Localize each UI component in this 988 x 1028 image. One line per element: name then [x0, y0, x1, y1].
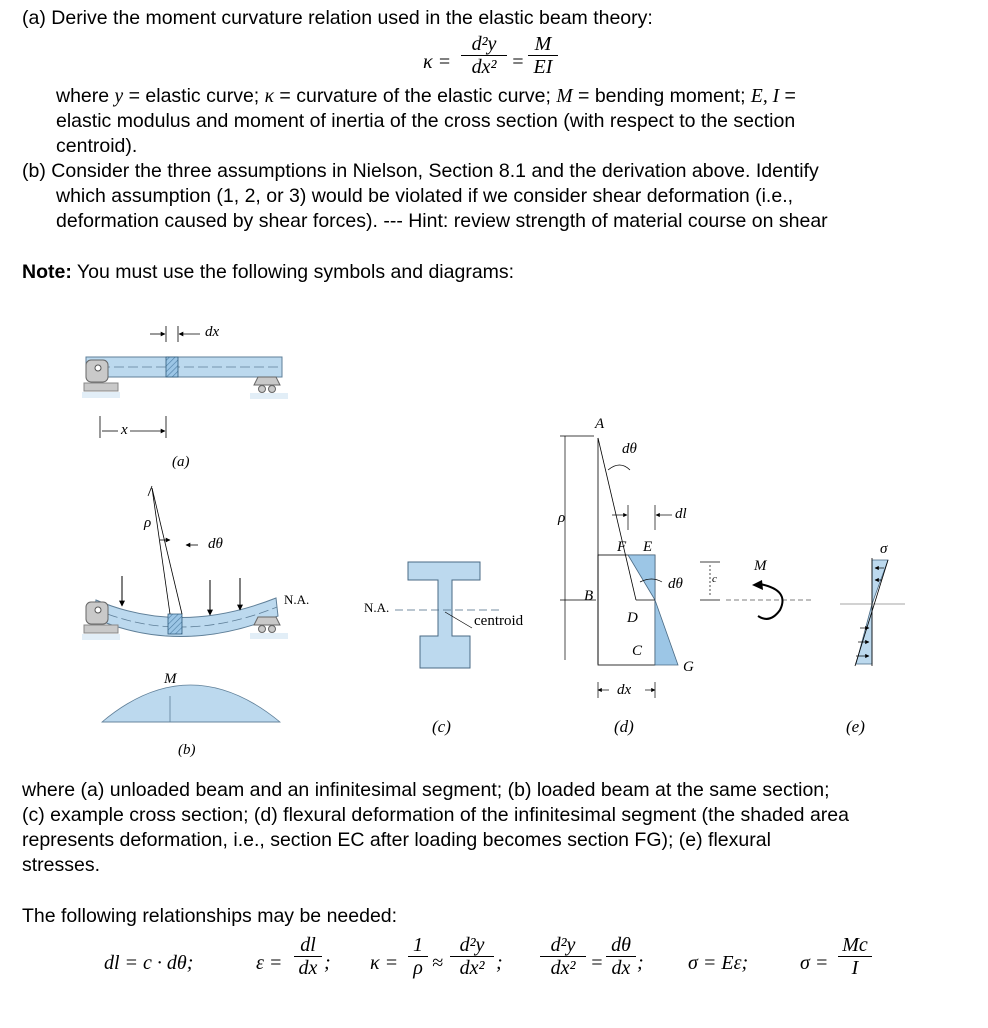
where-text-e: =: [779, 85, 796, 107]
i-beam-section: [408, 562, 480, 668]
caption-line1: where (a) unloaded beam and an infinitesimal segment; (b) loaded beam at the same section;: [22, 779, 830, 801]
label-e: (e): [846, 717, 865, 736]
where-M: M: [556, 86, 573, 107]
label-NA-c: N.A.: [364, 600, 390, 615]
rel-dtheta-den: dx: [611, 957, 631, 979]
where-line2: elastic modulus and moment of inertia of the cross section (with respect to the section: [56, 110, 796, 132]
label-E: E: [643, 539, 653, 555]
segment-a: [166, 357, 178, 377]
part-a-label: (a): [22, 7, 46, 29]
label-x: x: [121, 422, 128, 438]
label-dtheta-left: dθ: [208, 536, 223, 552]
rel-kappa-den1: ρ: [413, 957, 423, 979]
rel-eps-lhs: ε =: [256, 952, 283, 974]
label-M-left: M: [164, 671, 177, 687]
rel-kappa-den2: dx²: [459, 957, 485, 979]
label-rho-d: ρ: [558, 510, 566, 526]
label-dx-d: dx: [617, 682, 632, 698]
label-centroid: centroid: [474, 613, 524, 629]
relations-intro: The following relationships may be needed:: [22, 905, 398, 927]
note-bold: Note:: [22, 261, 72, 283]
label-A: A: [595, 416, 605, 432]
diagram-b-loaded-beam: [82, 486, 288, 722]
rel-eps-frac: [294, 934, 322, 979]
where-line3: centroid).: [56, 135, 138, 157]
rel-kappa-frac1: [408, 934, 428, 979]
label-dtheta-d: dθ: [668, 576, 683, 592]
eq-kappa-lhs: κ =: [423, 51, 452, 73]
rel-eps-end: ;: [324, 952, 331, 974]
label-rho-left: ρ: [144, 515, 152, 531]
where-y: y: [114, 86, 124, 107]
diagram-e-stress: [840, 558, 905, 666]
where-text-b: = elastic curve;: [123, 85, 265, 107]
diagram-a-unloaded-beam: [82, 326, 288, 438]
eq-frac1-num: d²y: [461, 33, 507, 56]
where-text-d: = bending moment;: [572, 85, 751, 107]
part-b-label: (b): [22, 160, 46, 182]
rel-dtheta-end: ;: [637, 952, 644, 974]
eq-frac2-den: EI: [533, 56, 553, 78]
label-a: (a): [172, 454, 190, 470]
rel-kappa-num2: d²y: [450, 934, 494, 957]
rel-kappa-end: ;: [496, 952, 503, 974]
eq-frac2-num: M: [528, 33, 558, 56]
part-b-line2: which assumption (1, 2, or 3) would be violated if we consider shear deformation (i.e.,: [56, 185, 794, 207]
part-a-prompt: Derive the moment curvature relation used in the elastic beam theory:: [51, 7, 653, 29]
where-text-c: = curvature of the elastic curve;: [274, 85, 557, 107]
note-text: You must use the following symbols and diagrams:: [71, 261, 515, 283]
label-F: F: [617, 539, 627, 555]
label-G: G: [683, 659, 694, 675]
label-D: D: [627, 610, 638, 626]
rel-kappa-approx: ≈: [432, 952, 443, 974]
part-b-line3: deformation caused by shear forces). --- Hint: review strength of material course on shear: [56, 210, 828, 232]
rel-kappa-frac2: [450, 934, 494, 979]
rel-eps-num: dl: [294, 934, 322, 957]
label-c-small: c: [712, 573, 717, 585]
where-EI: E, I: [750, 86, 780, 107]
rel-kappa-num1: 1: [408, 934, 428, 957]
roller-support-right-a: [250, 377, 288, 399]
where-kappa: κ: [264, 86, 274, 107]
rel-dtheta-frac: [606, 934, 636, 979]
rel-eps-den: dx: [298, 957, 318, 979]
label-c: (c): [432, 717, 451, 736]
rel-sigma-lhs: σ =: [800, 952, 829, 974]
label-d: (d): [614, 717, 634, 736]
rel-dtheta-num: dθ: [606, 934, 636, 957]
label-B: B: [584, 588, 594, 604]
caption-line3: represents deformation, i.e., section EC after loading becomes section FG); (e) flexural: [22, 829, 771, 851]
moment-diagram: [102, 685, 280, 722]
label-M-e: M: [754, 558, 767, 574]
rel-sigma-den: I: [851, 957, 859, 979]
segment-b: [168, 614, 182, 634]
caption-line4: stresses.: [22, 854, 101, 876]
rel-sigma-Eeps: σ = Eε;: [688, 952, 749, 974]
rel-dl: dl = c · dθ;: [104, 952, 194, 974]
eq-frac1-den: dx²: [471, 56, 497, 78]
label-NA-right: N.A.: [284, 592, 310, 607]
label-dx-top: dx: [205, 324, 220, 340]
rel-kappa-lhs: κ =: [370, 952, 399, 974]
deformation-shade-bottom: [655, 600, 678, 665]
caption-line2: (c) example cross section; (d) flexural deformation of the infinitesimal segment (the shaded area: [22, 804, 849, 826]
rel-d2y-num: d²y: [540, 934, 586, 957]
rel-sigma-frac: [838, 934, 872, 979]
rel-d2y-den: dx²: [550, 957, 576, 979]
where-text-a: where: [56, 85, 115, 107]
label-dl: dl: [675, 506, 687, 522]
rel-d2y-frac: [540, 934, 586, 979]
rel-d2y-eq: =: [590, 952, 604, 974]
rel-sigma-num: Mc: [838, 934, 872, 957]
eq-equals: =: [511, 51, 525, 73]
deformation-shade-top: [628, 555, 655, 600]
label-dtheta-top: dθ: [622, 441, 637, 457]
label-C: C: [632, 643, 643, 659]
part-b-line1-text: Consider the three assumptions in Nielson, Section 8.1 and the derivation above. Identify: [51, 160, 819, 182]
label-sigma: σ: [880, 541, 888, 557]
label-b: (b): [178, 742, 196, 758]
